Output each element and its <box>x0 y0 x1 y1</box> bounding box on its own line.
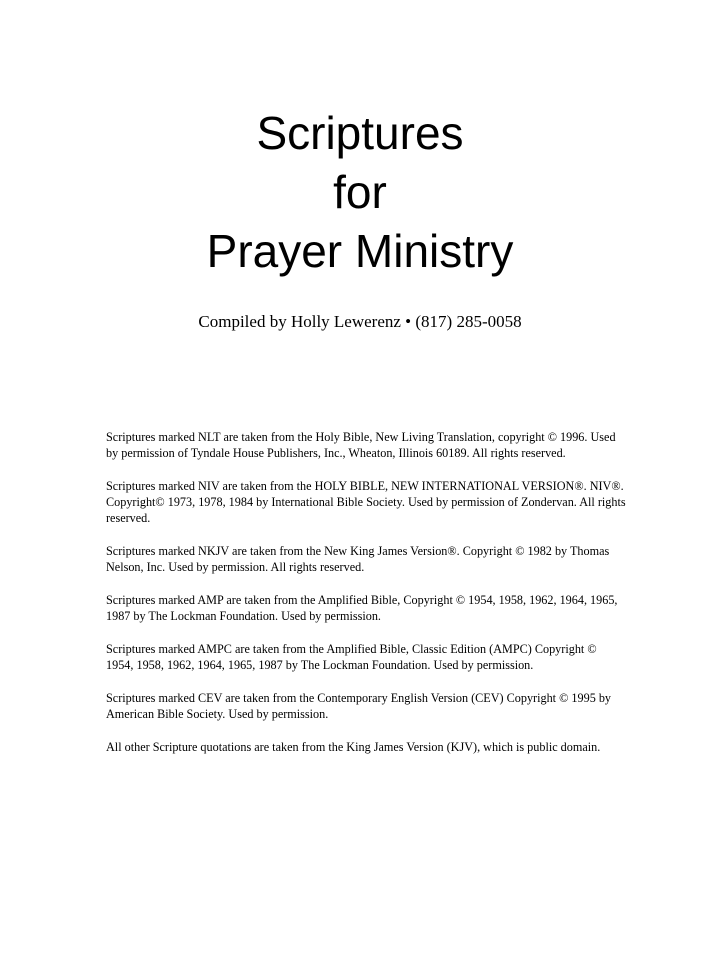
notice-nlt: Scriptures marked NLT are taken from the Holy Bible, New Living Translation, copyright © 1996. Used by permission of Tyndale House Publishers, Inc., Wheaton, Illinois 60189. All rights reserved. <box>106 430 616 461</box>
title-line-2: for <box>333 166 387 218</box>
notice-cev: Scriptures marked CEV are taken from the Contemporary English Version (CEV) Copyright © 1995 by American Bible Society. Used by permission. <box>106 690 612 722</box>
title-line-1: Scriptures <box>256 107 464 159</box>
compiler-credit: Compiled by Holly Lewerenz • (817) 285-0058 <box>198 312 522 331</box>
document-title <box>0 104 720 281</box>
title-line-3: Prayer Ministry <box>206 225 514 277</box>
notice-ampc: Scriptures marked AMPC are taken from the Amplified Bible, Classic Edition (AMPC) Copyright © 1954, 1958, 1962, 1964, 1965, 1987 by The Lockman Foundation. Used by permission. <box>106 641 597 673</box>
notice-kjv: All other Scripture quotations are taken from the King James Version (KJV), which is public domain. <box>106 739 601 754</box>
copyright-notices <box>106 429 626 771</box>
notice-amp: Scriptures marked AMP are taken from the Amplified Bible, Copyright © 1954, 1958, 1962, 1964, 1965, 1987 by The Lockman Foundation. Used by permission. <box>106 592 618 624</box>
notice-niv: Scriptures marked NIV are taken from the HOLY BIBLE, NEW INTERNATIONAL VERSION®. NIV®. Copyright© 1973, 1978, 1984 by International Bible Society. Used by permission of Zondervan. All rights reserved. <box>106 478 626 526</box>
notice-nkjv: Scriptures marked NKJV are taken from the New King James Version®. Copyright © 1982 by Thomas Nelson, Inc. Used by permission. All rights reserved. <box>106 544 610 575</box>
